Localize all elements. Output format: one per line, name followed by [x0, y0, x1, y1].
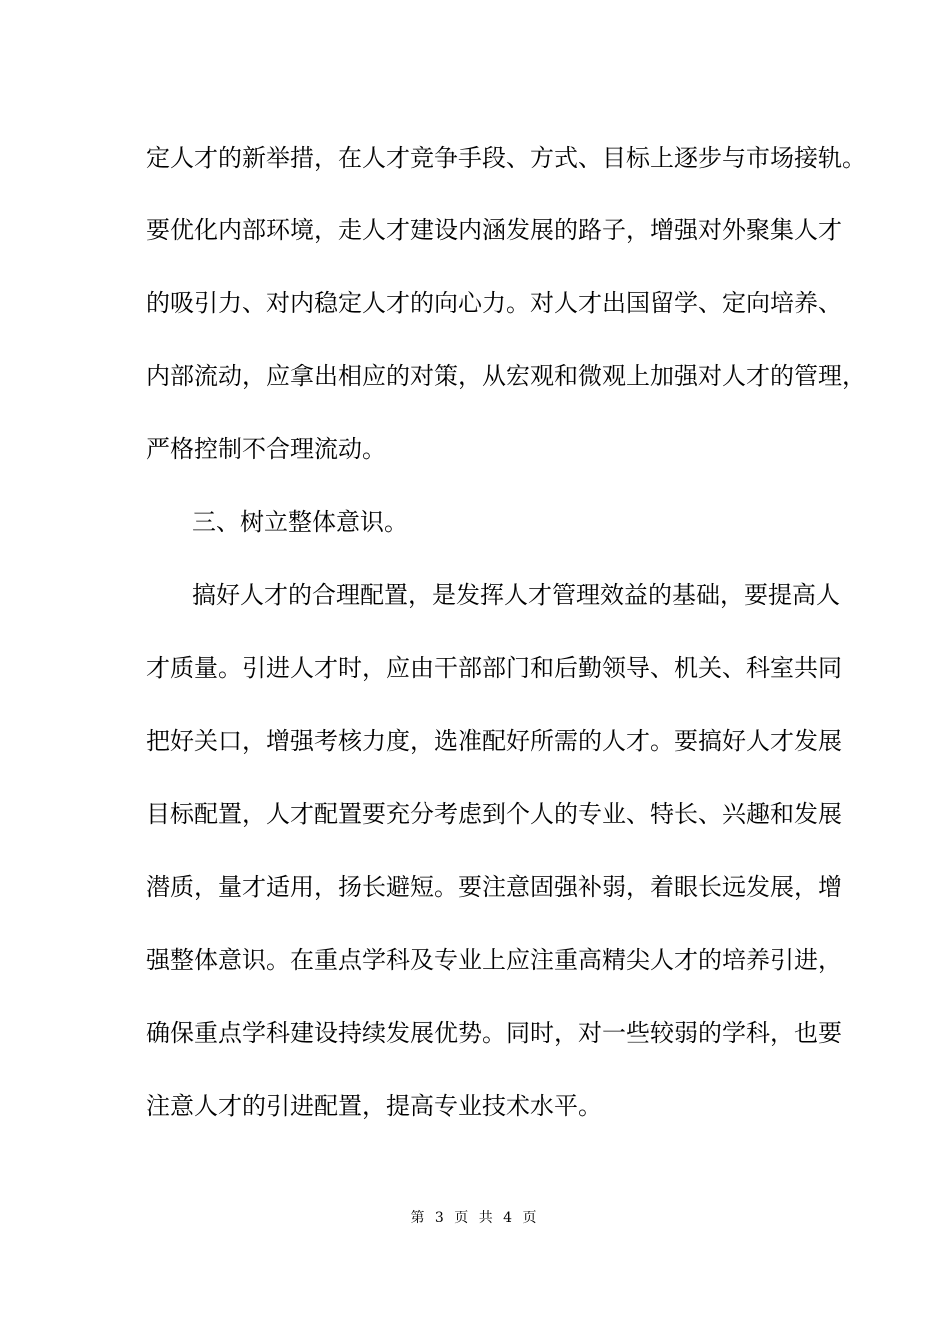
paragraph-2-line-6: 强整体意识。在重点学科及专业上应注重高精尖人才的培养引进， [146, 946, 842, 974]
page-number-footer: 第 3 页 共 4 页 [410, 1210, 540, 1226]
paragraph-2-line-1: 搞好人才的合理配置，是发挥人才管理效益的基础，要提高人 [192, 581, 840, 609]
paragraph-1-line-1: 定人才的新举措，在人才竞争手段、方式、目标上逐步与市场接轨。 [146, 144, 866, 172]
paragraph-2-line-8: 注意人才的引进配置，提高专业技术水平。 [146, 1092, 602, 1120]
paragraph-2-line-7: 确保重点学科建设持续发展优势。同时，对一些较弱的学科，也要 [146, 1019, 842, 1047]
paragraph-1-line-5: 严格控制不合理流动。 [146, 435, 386, 463]
section-heading: 三、树立整体意识。 [192, 508, 408, 536]
paragraph-2-line-2: 才质量。引进人才时，应由干部部门和后勤领导、机关、科室共同 [146, 654, 842, 682]
paragraph-1-line-3: 的吸引力、对内稳定人才的向心力。对人才出国留学、定向培养、 [146, 289, 842, 317]
paragraph-1-line-2: 要优化内部环境，走人才建设内涵发展的路子，增强对外聚集人才 [146, 216, 842, 244]
paragraph-2-line-4: 目标配置，人才配置要充分考虑到个人的专业、特长、兴趣和发展 [146, 800, 842, 828]
paragraph-2-line-5: 潜质，量才适用，扬长避短。要注意固强补弱，着眼长远发展，增 [146, 873, 842, 901]
paragraph-2-line-3: 把好关口，增强考核力度，选准配好所需的人才。要搞好人才发展 [146, 727, 842, 755]
paragraph-1-line-4: 内部流动，应拿出相应的对策，从宏观和微观上加强对人才的管理， [146, 362, 866, 390]
